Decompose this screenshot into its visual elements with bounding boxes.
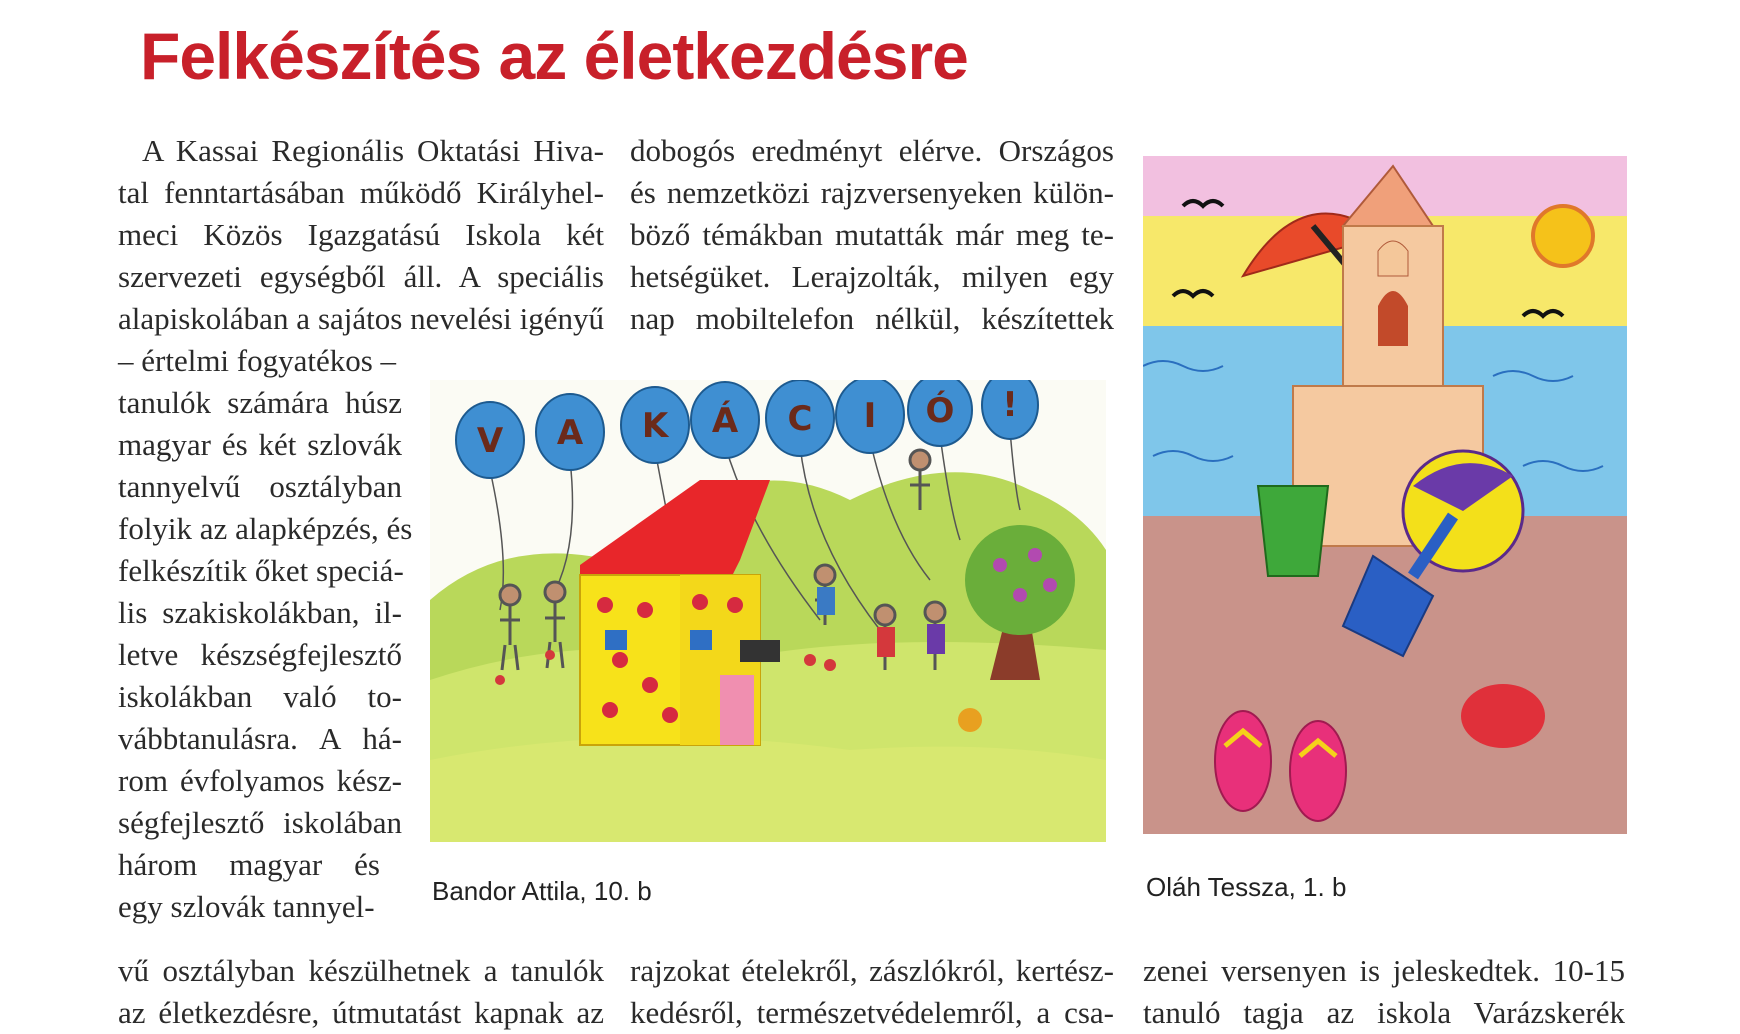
paragraph-line: vábbtanulásra. A há- [118, 721, 402, 756]
paragraph-line: egy szlovák tannyel- [118, 889, 375, 924]
paragraph-line: tanuló tagja az iskola Varázskerék [1143, 995, 1625, 1030]
balloon-letter: Á [711, 401, 739, 441]
paragraph-line: kedésről, természetvédelemről, a csa- [630, 995, 1114, 1030]
paragraph-line: meci Közös Igazgatású Iskola két [118, 217, 604, 252]
paragraph-line: három magyar és [118, 847, 380, 882]
balloon-letter: C [787, 399, 813, 439]
vacation-drawing-image [430, 380, 1106, 842]
paragraph-line: zenei versenyen is jeleskedtek. 10-15 [1143, 953, 1625, 988]
paragraph-line: böző témákban mutatták már meg te- [630, 217, 1114, 252]
paragraph-line: az életkezdésre, útmutatást kapnak az [118, 995, 604, 1030]
paragraph-line: lis szakiskolákban, il- [118, 595, 402, 630]
paragraph-line: tannyelvű osztályban [118, 469, 402, 504]
balloon-letter: I [863, 396, 877, 436]
paragraph-line: rajzokat ételekről, zászlókról, kertész- [630, 953, 1114, 988]
paragraph-line: dobogós eredményt elérve. Országos [630, 133, 1114, 168]
balloon-letter: ! [1002, 385, 1018, 425]
paragraph-line: alapiskolában a sajátos nevelési igényű [118, 301, 604, 336]
balloon-letter: V [476, 421, 504, 461]
paragraph-line: rom évfolyamos kész- [118, 763, 402, 798]
paragraph-line: tanulók számára húsz [118, 385, 402, 420]
paragraph-line: felkészítik őket speciá- [118, 553, 404, 588]
paragraph-line: vű osztályban készülhetnek a tanulók [118, 953, 604, 988]
paragraph-line: nap mobiltelefon nélkül, készítettek [630, 301, 1114, 336]
beach-drawing-image [1143, 156, 1627, 834]
image-caption: Oláh Tessza, 1. b [1146, 872, 1347, 902]
paragraph-line: és nemzetközi rajzversenyeken külön- [630, 175, 1114, 210]
image-caption: Bandor Attila, 10. b [432, 876, 652, 906]
paragraph-line: iskolákban való to- [118, 679, 402, 714]
balloon-letter: Ó [925, 391, 955, 431]
childrens-drawing-vacation [430, 380, 1106, 842]
paragraph-line: tal fenntartásában működő Királyhel- [118, 175, 604, 210]
paragraph-line: hetségüket. Lerajzolták, milyen egy [630, 259, 1114, 294]
paragraph-line: folyik az alapképzés, és [118, 511, 413, 546]
article-title: Felkészítés az életkezdésre [140, 19, 968, 93]
paragraph-line: ségfejlesztő iskolában [118, 805, 402, 840]
childrens-drawing-beach [1143, 156, 1627, 834]
paragraph-line: – értelmi fogyatékos – [118, 343, 397, 378]
paragraph-line: letve készségfejlesztő [118, 637, 402, 672]
paragraph-line: szervezeti egységből áll. A speciális [118, 259, 604, 294]
paragraph-line: magyar és két szlovák [118, 427, 402, 462]
paragraph-line: A Kassai Regionális Oktatási Hiva- [142, 133, 604, 168]
balloon-letter: K [641, 406, 669, 446]
balloon-letter: A [556, 413, 584, 453]
